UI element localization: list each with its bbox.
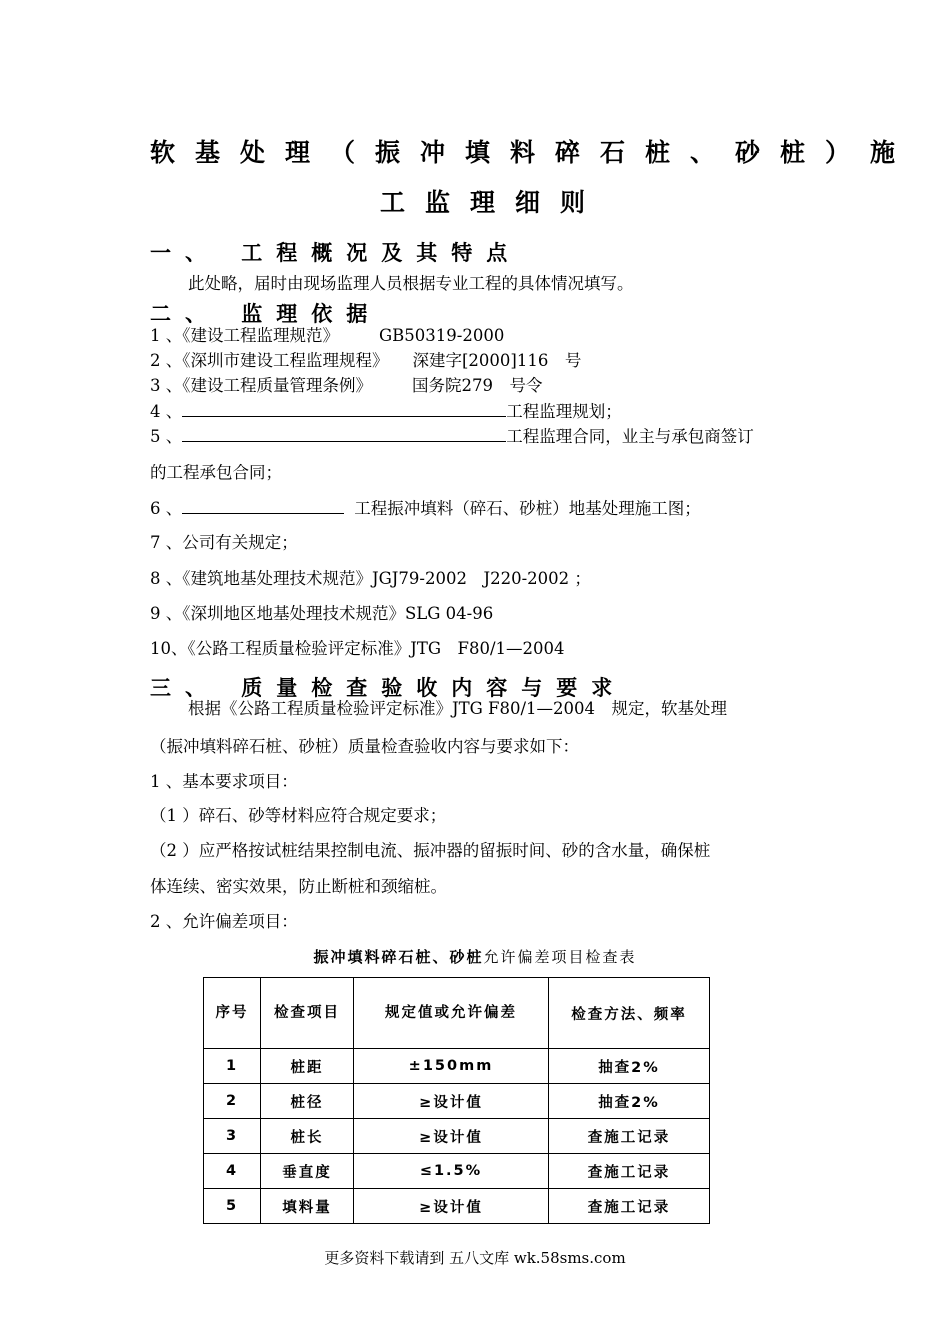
footer-text: 更多资料下载请到 五八文库 wk.58sms.com xyxy=(324,1249,626,1267)
cell-method: 查施工记录 xyxy=(549,1154,710,1189)
cell-tolerance: ±150mm xyxy=(354,1049,549,1084)
cell-index: 3 xyxy=(204,1119,261,1154)
cell-item: 填料量 xyxy=(261,1189,354,1224)
cell-method: 抽查2% xyxy=(549,1084,710,1119)
requirement-2-line1: （2 ）应严格按试桩结果控制电流、振冲器的留振时间、砂的含水量，确保桩 xyxy=(150,841,711,860)
cell-tolerance: ≤1.5% xyxy=(354,1154,549,1189)
cell-index: 2 xyxy=(204,1084,261,1119)
requirement-1: （1 ）碎石、砂等材料应符合规定要求； xyxy=(150,806,447,825)
cell-index: 1 xyxy=(204,1049,261,1084)
header-item: 检查项目 xyxy=(261,978,354,1049)
basic-requirements-heading: 1 、基本要求项目： xyxy=(150,772,298,791)
cell-method: 查施工记录 xyxy=(549,1119,710,1154)
cell-method: 抽查2% xyxy=(549,1049,710,1084)
section2-heading: 二、 监理依据 xyxy=(150,301,382,326)
basis-item-10: 10、《公路工程质量检验评定标准》JTG F80/1—2004 xyxy=(150,639,565,658)
header-tolerance: 规定值或允许偏差 xyxy=(354,978,549,1049)
cell-tolerance: ≥设计值 xyxy=(354,1119,549,1154)
table-row xyxy=(204,1049,710,1084)
table-row xyxy=(204,1084,710,1119)
cell-item: 桩径 xyxy=(261,1084,354,1119)
basis-item-6: 6 、 工程振冲填料（碎石、砂桩）地基处理施工图； xyxy=(150,499,701,518)
section3-intro-1: 根据《公路工程质量检验评定标准》JTG F80/1—2004 规定，软基处理 xyxy=(188,699,728,718)
basis-item-5: 5 、 工程监理合同，业主与承包商签订 xyxy=(150,427,754,446)
table-row xyxy=(204,1119,710,1154)
section1-text: 此处略，届时由现场监理人员根据专业工程的具体情况填写。 xyxy=(188,274,634,293)
basis-item-9: 9 、《深圳地区地基处理技术规范》SLG 04-96 xyxy=(150,604,494,623)
basis-item-1: 1 、《建设工程监理规范》 GB50319-2000 xyxy=(150,326,505,345)
cell-tolerance: ≥设计值 xyxy=(354,1189,549,1224)
cell-tolerance: ≥设计值 xyxy=(354,1084,549,1119)
cell-item: 桩长 xyxy=(261,1119,354,1154)
requirement-2-line2: 体连续、密实效果，防止断桩和颈缩桩。 xyxy=(150,877,447,896)
cell-item: 桩距 xyxy=(261,1049,354,1084)
basis-item-7: 7 、公司有关规定； xyxy=(150,533,298,552)
table-header-row xyxy=(204,978,710,1049)
document-title-line1: 软基处理（振冲填料碎石桩、砂桩）施 xyxy=(150,138,916,167)
basis-item-2: 2 、《深圳市建设工程监理规程》 深建字[2000]116 号 xyxy=(150,351,582,370)
basis-item-5-cont: 的工程承包合同； xyxy=(150,463,282,482)
table-row xyxy=(204,1154,710,1189)
basis-item-3: 3 、《建设工程质量管理条例》 国务院279 号令 xyxy=(150,376,543,395)
document-title-line2: 工监理细则 xyxy=(380,188,606,217)
basis-item-8: 8 、《建筑地基处理技术规范》JGJ79-2002 J220-2002 ； xyxy=(150,569,591,588)
cell-item: 垂直度 xyxy=(261,1154,354,1189)
tolerance-heading: 2 、允许偏差项目： xyxy=(150,912,298,931)
cell-method: 查施工记录 xyxy=(549,1189,710,1224)
tolerance-table xyxy=(203,977,710,1224)
table-row xyxy=(204,1189,710,1224)
header-method: 检查方法、频率 xyxy=(549,978,710,1049)
table-caption: 振冲填料碎石桩、砂桩允许偏差项目检查表 xyxy=(313,948,637,966)
section3-intro-2: （振冲填料碎石桩、砂桩）质量检查验收内容与要求如下： xyxy=(150,737,579,756)
section1-heading: 一、 工程概况及其特点 xyxy=(150,240,522,265)
header-index: 序号 xyxy=(204,978,261,1049)
cell-index: 5 xyxy=(204,1189,261,1224)
section3-heading: 三、 质量检查验收内容与要求 xyxy=(150,675,627,700)
cell-index: 4 xyxy=(204,1154,261,1189)
basis-item-4: 4 、 工程监理规划； xyxy=(150,402,622,421)
